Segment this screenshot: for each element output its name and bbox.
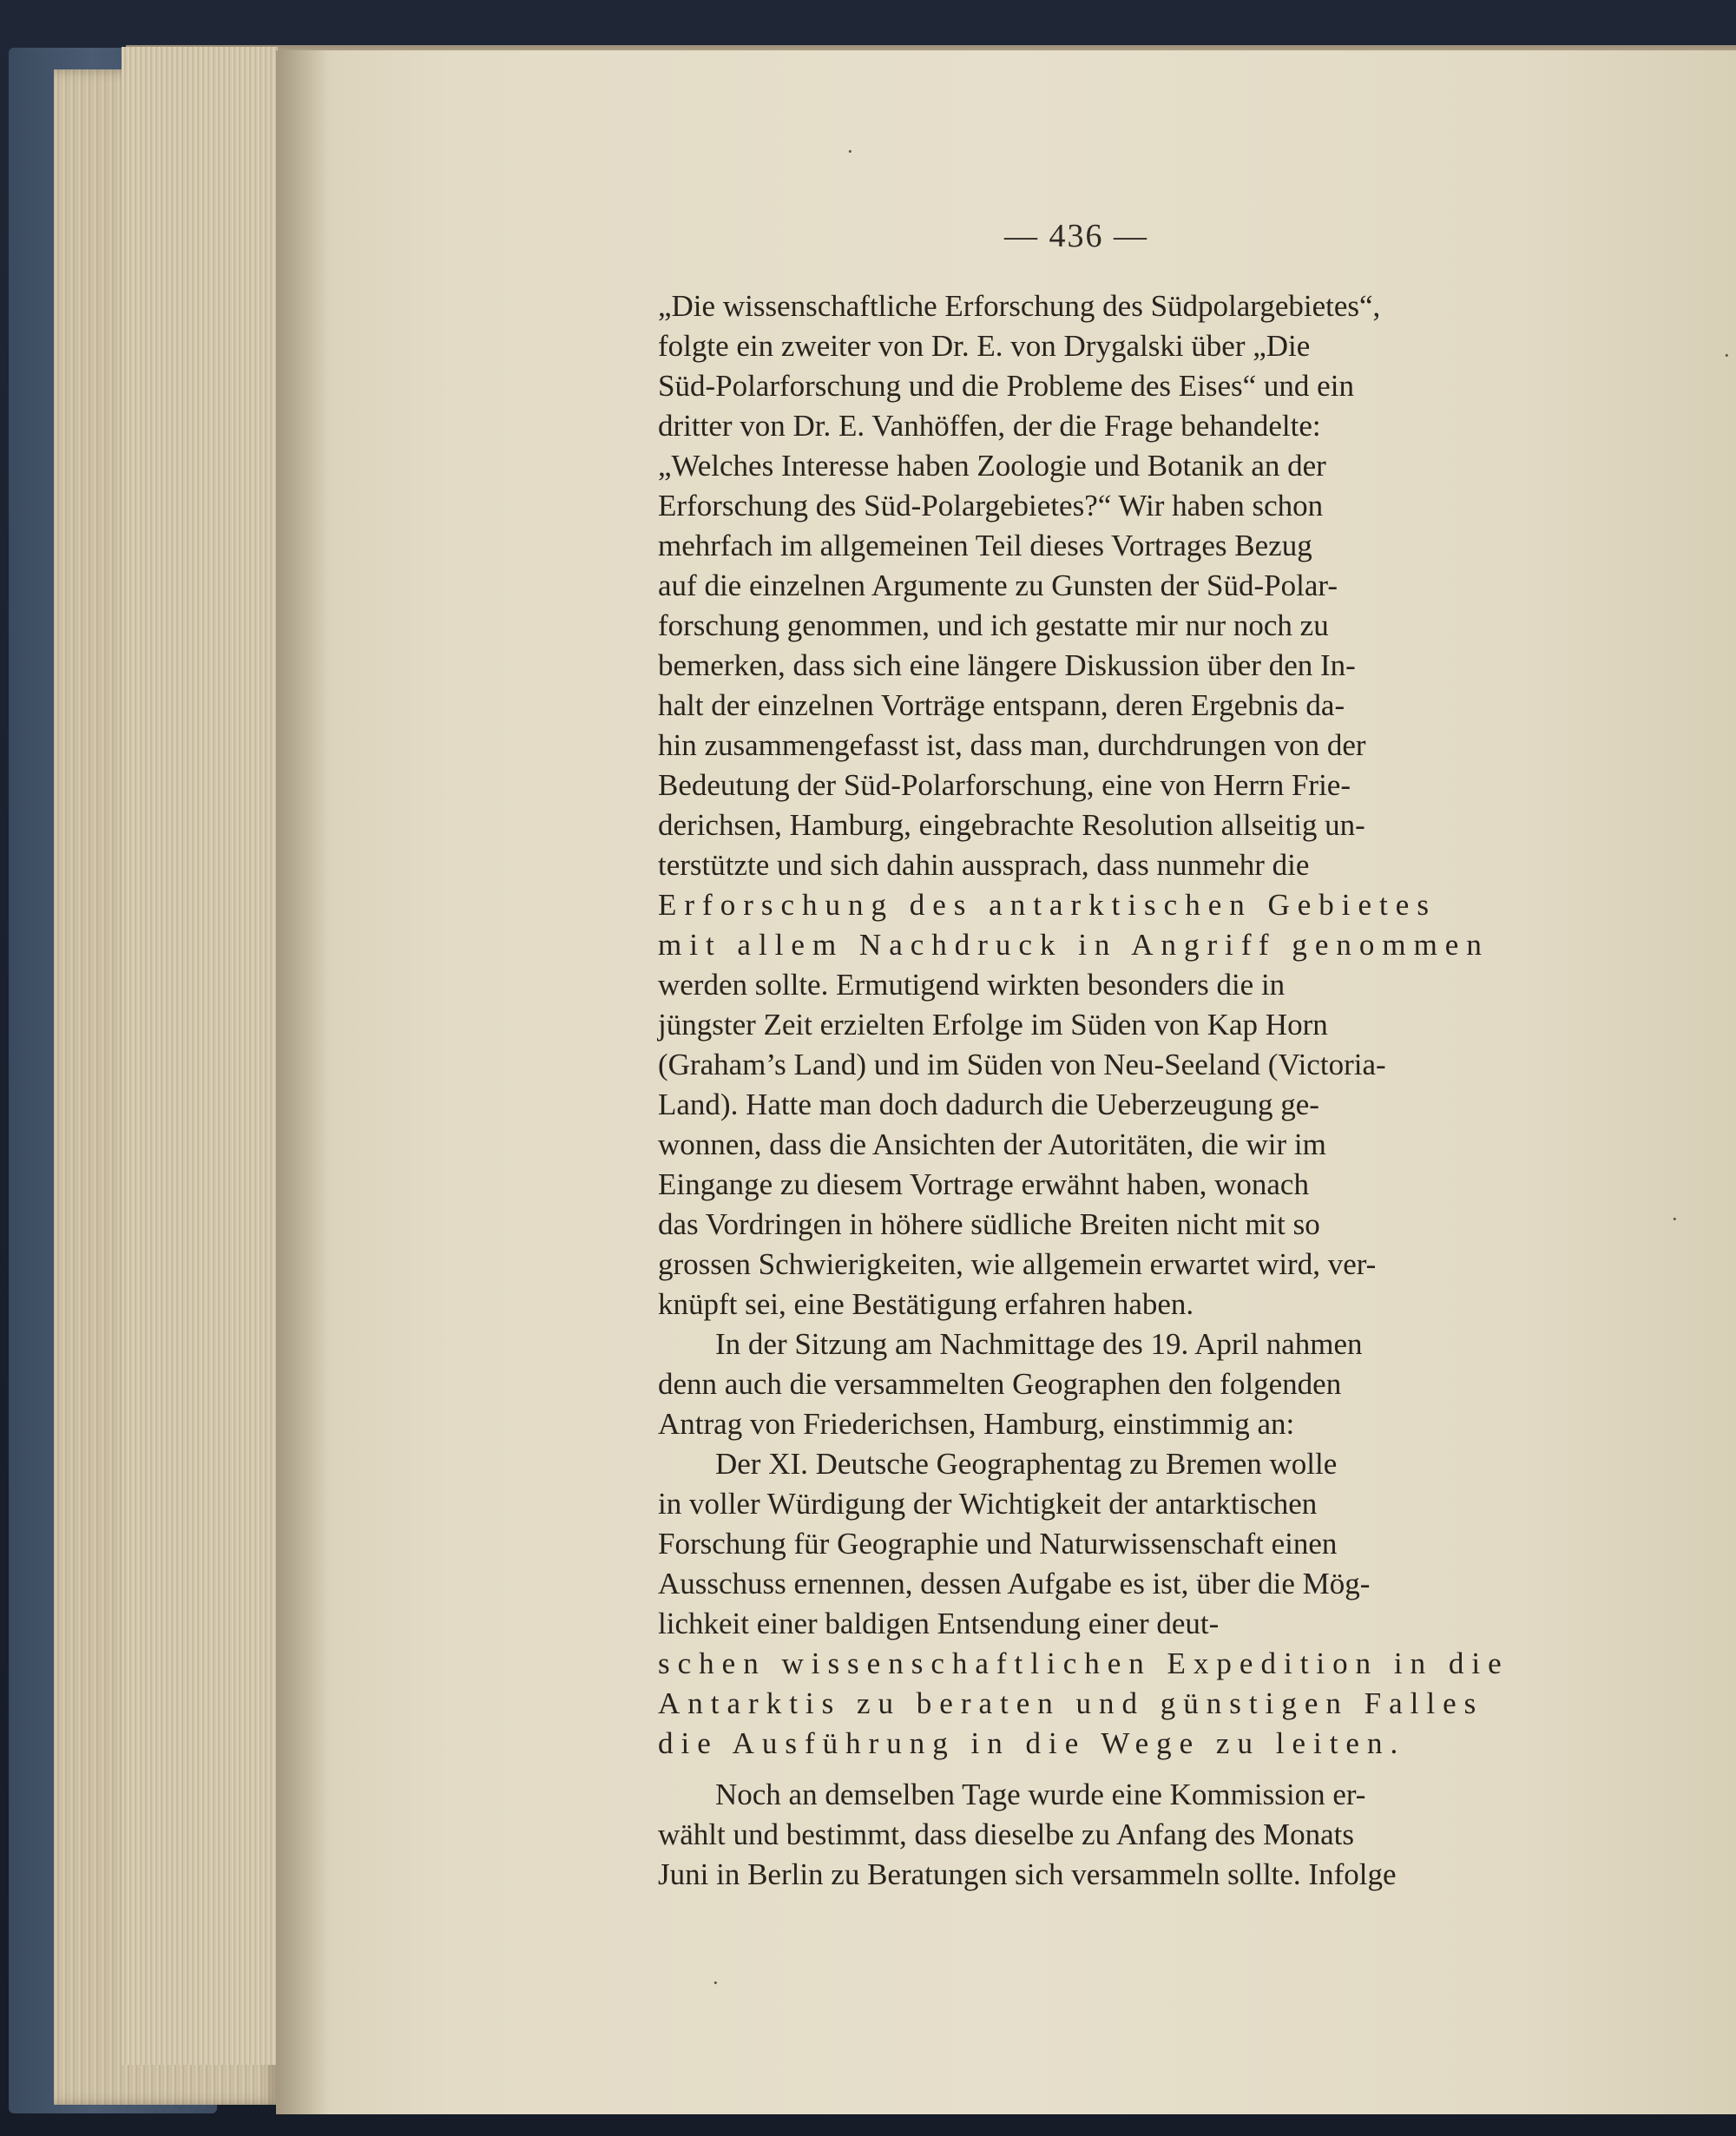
text-line: wonnen, dass die Ansichten der Autoritäten, die wir im [658,1127,1326,1161]
paper-speck: · [1723,343,1731,368]
paper-speck: · [1671,1206,1679,1232]
text-line: bemerken, dass sich eine längere Diskussion über den In- [658,648,1356,682]
text-line: Ausschuss ernennen, dessen Aufgabe es ist, über die Mög- [658,1567,1371,1600]
page-number: — 436 — [1004,218,1148,254]
text-line: hin zusammengefasst ist, dass man, durchdrungen von der [658,728,1366,762]
text-line: Land). Hatte man doch dadurch die Ueberzeugung ge- [658,1088,1319,1121]
text-line: Noch an demselben Tage wurde eine Kommission er- [715,1778,1366,1811]
text-line: lichkeit einer baldigen Entsendung einer deut- [658,1607,1220,1640]
text-line: Süd-Polarforschung und die Probleme des Eises“ und ein [658,369,1354,403]
text-line: jüngster Zeit erzielten Erfolge im Süden von Kap Horn [658,1008,1328,1042]
text-line: halt der einzelnen Vorträge entspann, deren Ergebnis da- [658,688,1345,722]
text-line-emphasized: mit allem Nachdruck in Angriff genommen [658,928,1489,962]
text-line: Bedeutung der Süd-Polarforschung, eine von Herrn Frie- [658,768,1351,802]
text-line: Juni in Berlin zu Beratungen sich versammeln sollte. Infolge [658,1857,1397,1891]
text-line: grossen Schwierigkeiten, wie allgemein erwartet wird, ver- [658,1247,1377,1281]
paper-speck: · [712,1970,720,1995]
text-line: In der Sitzung am Nachmittage des 19. April nahmen [715,1327,1363,1361]
text-line: derichsen, Hamburg, eingebrachte Resolution allseitig un- [658,808,1365,842]
text-line: Forschung für Geographie und Naturwissenschaft einen [658,1527,1338,1561]
text-line: „Die wissenschaftliche Erforschung des Südpolargebietes“, [658,289,1381,323]
text-line: Antrag von Friederichsen, Hamburg, einstimmig an: [658,1407,1295,1441]
text-line: denn auch die versammelten Geographen den folgenden [658,1367,1342,1401]
text-line-emphasized: Erforschung des antarktischen Gebietes [658,888,1437,922]
text-line: „Welches Interesse haben Zoologie und Botanik an der [658,449,1326,483]
text-line: in voller Würdigung der Wichtigkeit der antarktischen [658,1487,1318,1521]
text-line: dritter von Dr. E. Vanhöffen, der die Frage behandelte: [658,409,1321,443]
stacked-page-edges-inner [122,47,278,2065]
text-line: wählt und bestimmt, dass dieselbe zu Anfang des Monats [658,1817,1354,1851]
text-line: Der XI. Deutsche Geographentag zu Bremen wolle [715,1447,1338,1481]
text-line: forschung genommen, und ich gestatte mir nur noch zu [658,608,1329,642]
text-line-emphasized: Antarktis zu beraten und günstigen Falles [658,1686,1484,1720]
text-line: folgte ein zweiter von Dr. E. von Drygalski über „Die [658,329,1311,363]
text-line-emphasized: schen wissenschaftlichen Expedition in die [658,1646,1509,1680]
text-line: werden sollte. Ermutigend wirkten besonders die in [658,968,1286,1002]
text-line-emphasized: die Ausführung in die Wege zu leiten. [658,1726,1406,1760]
text-line: das Vordringen in höhere südliche Breiten nicht mit so [658,1207,1320,1241]
text-line: Eingange zu diesem Vortrage erwähnt haben, wonach [658,1167,1309,1201]
text-line: mehrfach im allgemeinen Teil dieses Vortrages Bezug [658,529,1312,562]
text-line: knüpft sei, eine Bestätigung erfahren haben. [658,1287,1194,1321]
text-line: Erforschung des Süd-Polargebietes?“ Wir haben schon [658,489,1324,522]
text-line: (Graham’s Land) und im Süden von Neu-Seeland (Victoria- [658,1048,1386,1081]
paper-speck: · [846,139,854,164]
text-line: auf die einzelnen Argumente zu Gunsten der Süd-Polar- [658,569,1338,602]
text-line: terstützte und sich dahin aussprach, dass nunmehr die [658,848,1310,882]
page-gutter-shadow [276,50,328,2114]
